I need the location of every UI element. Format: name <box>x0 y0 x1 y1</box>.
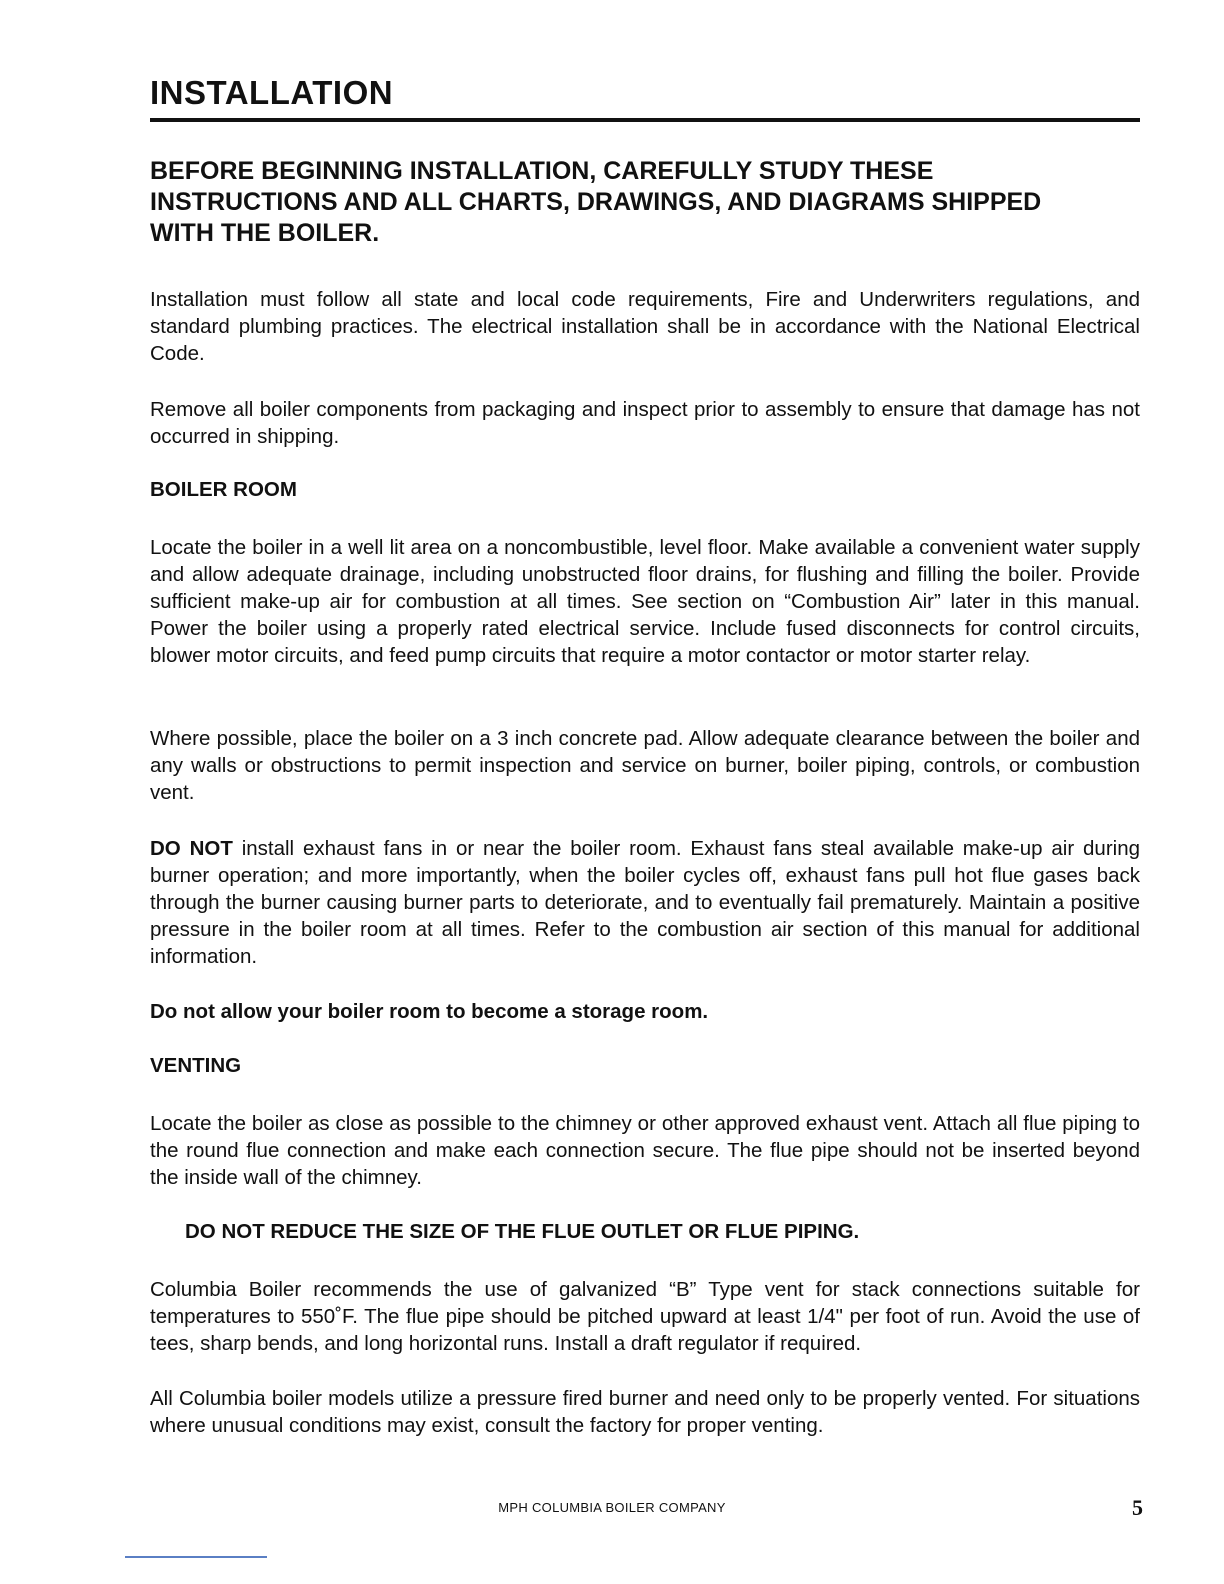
bottom-edge-mark <box>125 1556 267 1558</box>
page-title: INSTALLATION <box>150 74 394 111</box>
boiler-room-location-paragraph: Locate the boiler in a well lit area on a noncombustible, level floor. Make available a convenient water supply and allow adequate drainage, including unobstructed floor drains, for flushing and filling the boiler. Provide sufficient make-up air for combustion at all times. See section on “Combustion Air” later in this manual. Power the boiler using a properly rated electrical service. Include fused disconnects for control circuits, blower motor circuits, and feed pump circuits that require a motor contactor or motor starter relay. <box>150 536 1140 667</box>
boiler-pad-clearance-paragraph: Where possible, place the boiler on a 3 inch concrete pad. Allow adequate clearance between the boiler and any walls or obstructions to permit inspection and service on burner, boiler piping, controls, or combustion vent. <box>150 727 1140 804</box>
title-underline-rule <box>150 118 1140 122</box>
pressure-fired-paragraph: All Columbia boiler models utilize a pressure fired burner and need only to be properly vented. For situations where unusual conditions may exist, consult the factory for proper venting. <box>150 1387 1140 1437</box>
footer-company-name: MPH COLUMBIA BOILER COMPANY <box>498 1500 726 1515</box>
venting-chimney-paragraph: Locate the boiler as close as possible to the chimney or other approved exhaust vent. Attach all flue piping to the round flue connection and make each connection secure. The flue pipe should not be inserted beyond the inside wall of the chimney. <box>150 1112 1140 1189</box>
page-number: 5 <box>1132 1495 1143 1520</box>
venting-heading: VENTING <box>150 1054 242 1077</box>
do-not-emphasis: DO NOT <box>150 837 233 860</box>
flue-size-warning: DO NOT REDUCE THE SIZE OF THE FLUE OUTLET OR FLUE PIPING. <box>185 1220 860 1243</box>
exhaust-fans-text: install exhaust fans in or near the boiler room. Exhaust fans steal available make-up air during burner operation; and more importantly, when the boiler cycles off, exhaust fans pull hot flue gases back through the burner causing burner parts to deteriorate, and to eventually fail prematurely. Maintain a positive pressure in the boiler room at all times. Refer to the combustion air section of this manual for additional information. <box>150 837 1141 968</box>
exhaust-fans-paragraph <box>150 835 1140 970</box>
inspect-components-paragraph: Remove all boiler components from packaging and inspect prior to assembly to ensure that damage has not occurred in shipping. <box>150 398 1140 448</box>
intro-warning-heading: BEFORE BEGINNING INSTALLATION, CAREFULLY STUDY THESE INSTRUCTIONS AND ALL CHARTS, DRAWINGS, AND DIAGRAMS SHIPPED WITH THE BOILER. <box>150 157 1042 247</box>
vent-type-paragraph: Columbia Boiler recommends the use of galvanized “B” Type vent for stack connections suitable for temperatures to 550˚F. The flue pipe should be pitched upward at least 1/4" per foot of run. Avoid the use of tees, sharp bends, and long horizontal runs. Install a draft regulator if required. <box>150 1278 1140 1355</box>
boiler-room-heading: BOILER ROOM <box>150 478 297 501</box>
code-requirements-paragraph: Installation must follow all state and local code requirements, Fire and Underwriters regulations, and standard plumbing practices. The electrical installation shall be in accordance with the National Electrical Code. <box>150 288 1140 365</box>
storage-room-warning: Do not allow your boiler room to become a storage room. <box>150 1000 709 1023</box>
